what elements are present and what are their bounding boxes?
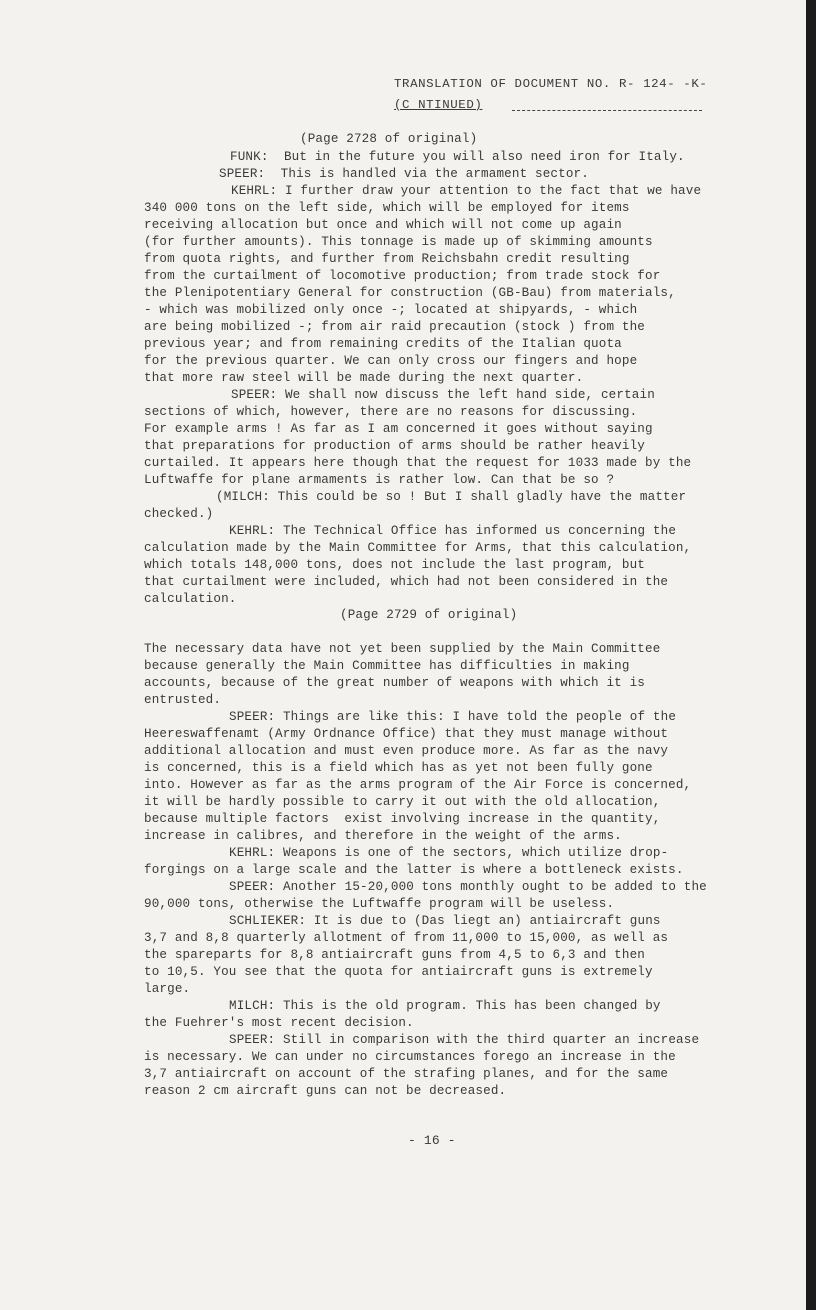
text-line: is concerned, this is a field which has as yet not been fully gone bbox=[144, 761, 653, 775]
text-line: KEHRL: I further draw your attention to the fact that we have bbox=[231, 184, 702, 198]
text-line: increase in calibres, and therefore in the weight of the arms. bbox=[144, 829, 622, 843]
text-line: (MILCH: This could be so ! But I shall gladly have the matter bbox=[216, 490, 687, 504]
text-line: MILCH: This is the old program. This has been changed by bbox=[229, 999, 661, 1013]
text-line: checked.) bbox=[144, 507, 214, 521]
text-line: SCHLIEKER: It is due to (Das liegt an) antiaircraft guns bbox=[229, 914, 661, 928]
text-line: calculation. bbox=[144, 592, 237, 606]
text-line: entrusted. bbox=[144, 693, 222, 707]
continued-label: (C NTINUED) bbox=[394, 98, 483, 112]
page-number: - 16 - bbox=[408, 1133, 456, 1148]
text-line: that preparations for production of arms should be rather heavily bbox=[144, 439, 645, 453]
text-line: accounts, because of the great number of weapons with which it is bbox=[144, 676, 645, 690]
text-line: additional allocation and must even produce more. As far as the navy bbox=[144, 744, 669, 758]
text-line: For example arms ! As far as I am concerned it goes without saying bbox=[144, 422, 653, 436]
text-line: The necessary data have not yet been supplied by the Main Committee bbox=[144, 642, 661, 656]
text-line: FUNK: But in the future you will also need iron for Italy. bbox=[230, 150, 685, 164]
text-line: from the curtailment of locomotive production; from trade stock for bbox=[144, 269, 661, 283]
text-line: KEHRL: The Technical Office has informed us concerning the bbox=[229, 524, 677, 538]
text-line: SPEER: Another 15-20,000 tons monthly ought to be added to the bbox=[229, 880, 707, 894]
text-line: large. bbox=[144, 982, 191, 996]
text-line: curtailed. It appears here though that the request for 1033 made by the bbox=[144, 456, 692, 470]
text-line: the Plenipotentiary General for construction (GB-Bau) from materials, bbox=[144, 286, 676, 300]
document-title: TRANSLATION OF DOCUMENT NO. R- 124- -K- bbox=[394, 77, 708, 91]
text-line: from quota rights, and further from Reichsbahn credit resulting bbox=[144, 252, 630, 266]
text-line: to 10,5. You see that the quota for antiaircraft guns is extremely bbox=[144, 965, 653, 979]
text-line: (for further amounts). This tonnage is made up of skimming amounts bbox=[144, 235, 653, 249]
text-line: the spareparts for 8,8 antiaircraft guns from 4,5 to 6,3 and then bbox=[144, 948, 645, 962]
text-line: SPEER: This is handled via the armament sector. bbox=[219, 167, 589, 181]
text-line: because multiple factors exist involving increase in the quantity, bbox=[144, 812, 661, 826]
text-line: SPEER: Things are like this: I have told the people of the bbox=[229, 710, 677, 724]
text-line: KEHRL: Weapons is one of the sectors, which utilize drop- bbox=[229, 846, 669, 860]
text-line: forgings on a large scale and the latter is where a bottleneck exists. bbox=[144, 863, 684, 877]
text-line: calculation made by the Main Committee for Arms, that this calculation, bbox=[144, 541, 692, 555]
text-line: reason 2 cm aircraft guns can not be decreased. bbox=[144, 1084, 507, 1098]
text-line: for the previous quarter. We can only cross our fingers and hope bbox=[144, 354, 638, 368]
text-line: that more raw steel will be made during the next quarter. bbox=[144, 371, 584, 385]
text-line: Luftwaffe for plane armaments is rather low. Can that be so ? bbox=[144, 473, 615, 487]
text-line: (Page 2728 of original) bbox=[300, 132, 478, 146]
text-line: previous year; and from remaining credits of the Italian quota bbox=[144, 337, 622, 351]
text-line: 3,7 antiaircraft on account of the strafing planes, and for the same bbox=[144, 1067, 669, 1081]
text-line: is necessary. We can under no circumstances forego an increase in the bbox=[144, 1050, 676, 1064]
text-line: it will be hardly possible to carry it out with the old allocation, bbox=[144, 795, 661, 809]
text-line: 3,7 and 8,8 quarterly allotment of from 11,000 to 15,000, as well as bbox=[144, 931, 669, 945]
text-line: are being mobilized -; from air raid precaution (stock ) from the bbox=[144, 320, 645, 334]
text-line: SPEER: We shall now discuss the left hand side, certain bbox=[231, 388, 655, 402]
text-line: because generally the Main Committee has difficulties in making bbox=[144, 659, 630, 673]
text-line: 340 000 tons on the left side, which will be employed for items bbox=[144, 201, 630, 215]
text-line: Heereswaffenamt (Army Ordnance Office) that they must manage without bbox=[144, 727, 669, 741]
text-line: into. However as far as the arms program of the Air Force is concerned, bbox=[144, 778, 692, 792]
scan-edge bbox=[806, 0, 816, 1310]
text-line: which totals 148,000 tons, does not include the last program, but bbox=[144, 558, 645, 572]
text-line: - which was mobilized only once -; located at shipyards, - which bbox=[144, 303, 638, 317]
text-line: SPEER: Still in comparison with the third quarter an increase bbox=[229, 1033, 700, 1047]
text-line: sections of which, however, there are no reasons for discussing. bbox=[144, 405, 638, 419]
header-rule bbox=[512, 110, 702, 111]
text-line: 90,000 tons, otherwise the Luftwaffe program will be useless. bbox=[144, 897, 615, 911]
text-line: receiving allocation but once and which will not come up again bbox=[144, 218, 622, 232]
text-line: that curtailment were included, which had not been considered in the bbox=[144, 575, 669, 589]
text-line: (Page 2729 of original) bbox=[340, 608, 518, 622]
text-line: the Fuehrer's most recent decision. bbox=[144, 1016, 414, 1030]
